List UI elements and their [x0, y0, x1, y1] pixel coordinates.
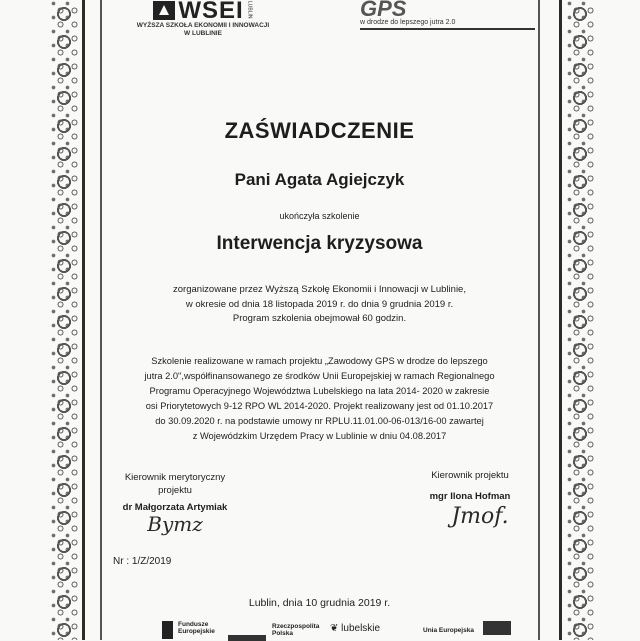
- border-line-right-inner: [538, 0, 540, 640]
- recipient-name: Pani Agata Agiejczyk: [234, 170, 405, 189]
- ornamental-border-left: [50, 0, 78, 640]
- border-line-right-outer: [559, 0, 562, 640]
- role-right: Kierownik projektu: [431, 470, 509, 481]
- organization-paragraph: [101, 283, 538, 327]
- signer-name-right: mgr Ilona Hofman: [429, 491, 511, 502]
- lubelskie-emblem-icon: ❦: [330, 623, 339, 634]
- hours-line: Program szkolenia obejmował 60 godzin.: [232, 313, 407, 324]
- signature-block-left: [105, 471, 245, 536]
- course-name: Interwencja kryzysowa: [216, 233, 423, 254]
- project-line: jutra 2.0",współfinansowanego ze środków Unii Europejskiej w ramach Regionalnego: [144, 371, 495, 381]
- certificate-number: Nr : 1/Z/2019: [113, 556, 172, 567]
- period-line: w okresie od dnia 18 listopada 2019 r. do dnia 9 grudnia 2019 r.: [185, 298, 454, 310]
- fundusze-europejskie-logo: Fundusze Europejskie: [162, 621, 215, 635]
- gps-subtitle: w drodze do lepszego jutra 2.0: [360, 19, 456, 26]
- gps-logo: [360, 0, 535, 32]
- funding-logos-strip: [0, 617, 640, 640]
- completed-text: ukończyła szkolenie: [279, 211, 360, 221]
- wsei-subtitle-line1: WYŻSZA SZKOŁA EKONOMII I INNOWACJI: [136, 22, 270, 29]
- signature-block-right: [410, 470, 530, 529]
- header-divider: [360, 28, 535, 30]
- project-line: z Wojewódzkim Urzędem Pracy w Lublinie w dniu 04.08.2017: [192, 431, 447, 441]
- wsei-side-text: LUBLIN: [246, 1, 253, 19]
- unia-europejska-logo: Unia Europejska: [423, 627, 474, 634]
- handwritten-signature-left: Bymz: [147, 512, 203, 536]
- gps-wordmark: GPS: [360, 0, 407, 21]
- project-paragraph: [101, 354, 538, 444]
- wsei-wordmark: WSEI: [178, 0, 244, 24]
- wsei-subtitle-line2: W LUBLINIE: [184, 30, 222, 37]
- project-line: Programu Operacyjnego Województwa Lubelskiego na lata 2014- 2020 w zakresie: [149, 386, 490, 396]
- certificate-title: ZAŚWIADCZENIE: [224, 118, 415, 143]
- border-line-left-outer: [82, 0, 85, 640]
- project-line: Szkolenie realizowane w ramach projektu „Zawodowy GPS w drodze do lepszego: [151, 356, 488, 366]
- ornamental-border-right: [566, 0, 594, 640]
- project-line: do 30.09.2020 r. na podstawie umowy nr RPLU.11.01.00-06-013/16-00 zawartej: [155, 416, 484, 426]
- handwritten-signature-right: Jmof.: [451, 504, 509, 529]
- organization-line: zorganizowane przez Wyższą Szkołę Ekonomii i Innowacji w Lublinie,: [173, 284, 466, 295]
- role-line2: projektu: [158, 485, 192, 496]
- signer-name-left: dr Małgorzata Artymiak: [122, 502, 228, 513]
- wsei-logo: [118, 0, 288, 42]
- rzeczpospolita-polska-logo: Rzeczpospolita Polska: [228, 623, 319, 637]
- lubelskie-logo: ❦ lubelskie: [330, 623, 381, 634]
- wsei-emblem-icon: [153, 1, 175, 20]
- place-and-date: Lublin, dnia 10 grudnia 2019 r.: [248, 597, 391, 609]
- project-line: osi Priorytetowych 9-12 RPO WL 2014-2020. Projekt realizowany jest od 01.10.2017: [145, 401, 494, 411]
- role-line1: Kierownik merytoryczny: [124, 472, 226, 483]
